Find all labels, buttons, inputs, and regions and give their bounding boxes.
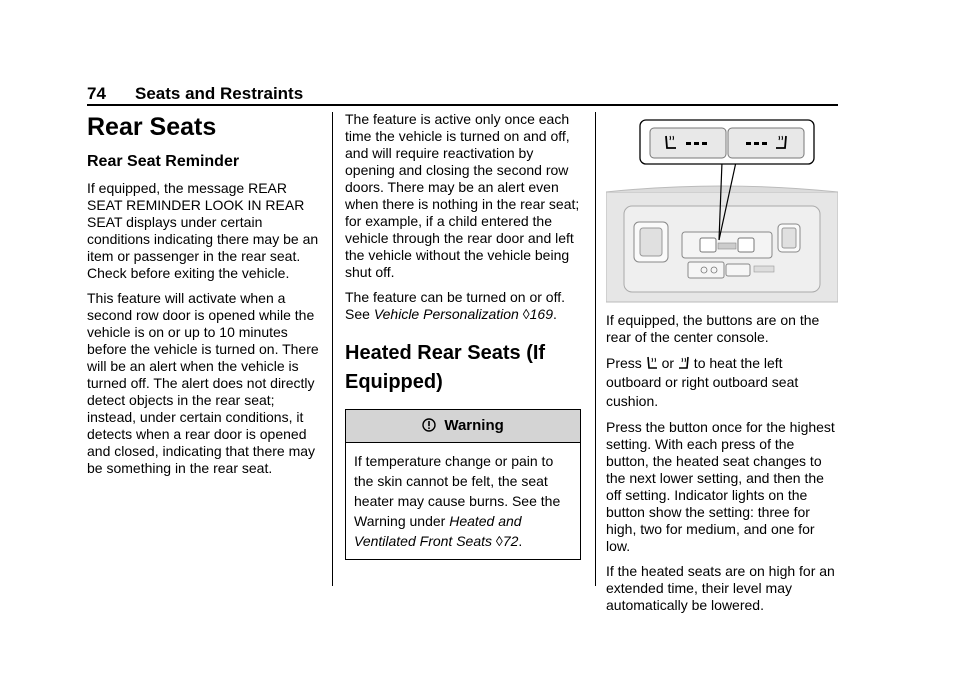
- page-number: 74: [87, 84, 106, 103]
- header-rule: [87, 104, 838, 106]
- text: The feature can be turned on or off. See: [345, 289, 566, 322]
- section-heading: Heated Rear Seats (If Equipped): [345, 342, 546, 393]
- paragraph: This feature will activate when a second row door is opened while the vehicle is on or up to 10 minutes before the vehicle is turned on. There will be an alert when the vehicle is turned off. The alert does not directly detect objects in the rear seat; instead, under certain conditions, it detects when a rear door is opened and closed, indicating that there may be something in the rear seat.: [87, 290, 319, 476]
- text: If temperature change or pain to the skin cannot be felt, the seat heater may cause burns. See the Warning under: [354, 453, 561, 529]
- cross-reference-link[interactable]: Vehicle Personalization: [373, 306, 519, 322]
- warning-body: [346, 443, 580, 559]
- rear-console-figure: [606, 116, 838, 304]
- text: .: [518, 533, 523, 549]
- page-reference-icon: ◊: [495, 533, 503, 549]
- column-2: [345, 111, 581, 560]
- paragraph: [345, 289, 581, 323]
- section-title: Seats and Restraints: [135, 84, 304, 103]
- section-heading: Rear Seat Reminder: [87, 153, 240, 170]
- column-3: [606, 312, 841, 622]
- text: to heat the left outboard or right outboard seat cushion.: [606, 355, 799, 409]
- warning-icon: [422, 417, 440, 434]
- page-reference-number[interactable]: 72: [502, 533, 519, 549]
- heated-seat-right-icon: [678, 356, 690, 370]
- column-divider-1: [332, 112, 333, 586]
- text: .: [553, 306, 557, 322]
- heated-seat-left-icon: [646, 356, 658, 370]
- paragraph: If equipped, the buttons are on the rear of the center console.: [606, 312, 820, 345]
- text: Press: [606, 355, 646, 371]
- paragraph: Press the button once for the highest setting. With each press of the button, the heated seat changes to the next lower setting, and then the off setting. Indicator lights on the button show the setting: three for high, two for medium, and one for low.: [606, 419, 835, 554]
- page-reference-number[interactable]: 169: [529, 306, 553, 322]
- paragraph: [606, 354, 841, 411]
- warning-header: [346, 410, 580, 443]
- warning-box: [345, 409, 581, 560]
- column-1: [87, 112, 325, 485]
- warning-label: Warning: [444, 417, 504, 434]
- paragraph: If the heated seats are on high for an extended time, their level may automatically be lowered.: [606, 563, 835, 613]
- text: or: [657, 355, 678, 371]
- page-reference-icon: ◊: [522, 306, 530, 322]
- page-header: [87, 84, 837, 104]
- paragraph: If equipped, the message REAR SEAT REMINDER LOOK IN REAR SEAT displays under certain conditions indicating there may be an item or passenger in the rear seat. Check before exiting the vehicle.: [87, 180, 319, 281]
- cross-reference-link[interactable]: Heated and Ventilated Front Seats: [354, 513, 522, 549]
- paragraph: The feature is active only once each time the vehicle is turned on and off, and will require reactivation by opening and closing the second row doors. There may be an alert even when there is nothing in the rear seat; for example, if a child entered the vehicle through the rear door and left the vehicle without the vehicle being shut off.: [345, 111, 580, 280]
- page-title: Rear Seats: [87, 113, 217, 141]
- column-divider-2: [595, 112, 596, 586]
